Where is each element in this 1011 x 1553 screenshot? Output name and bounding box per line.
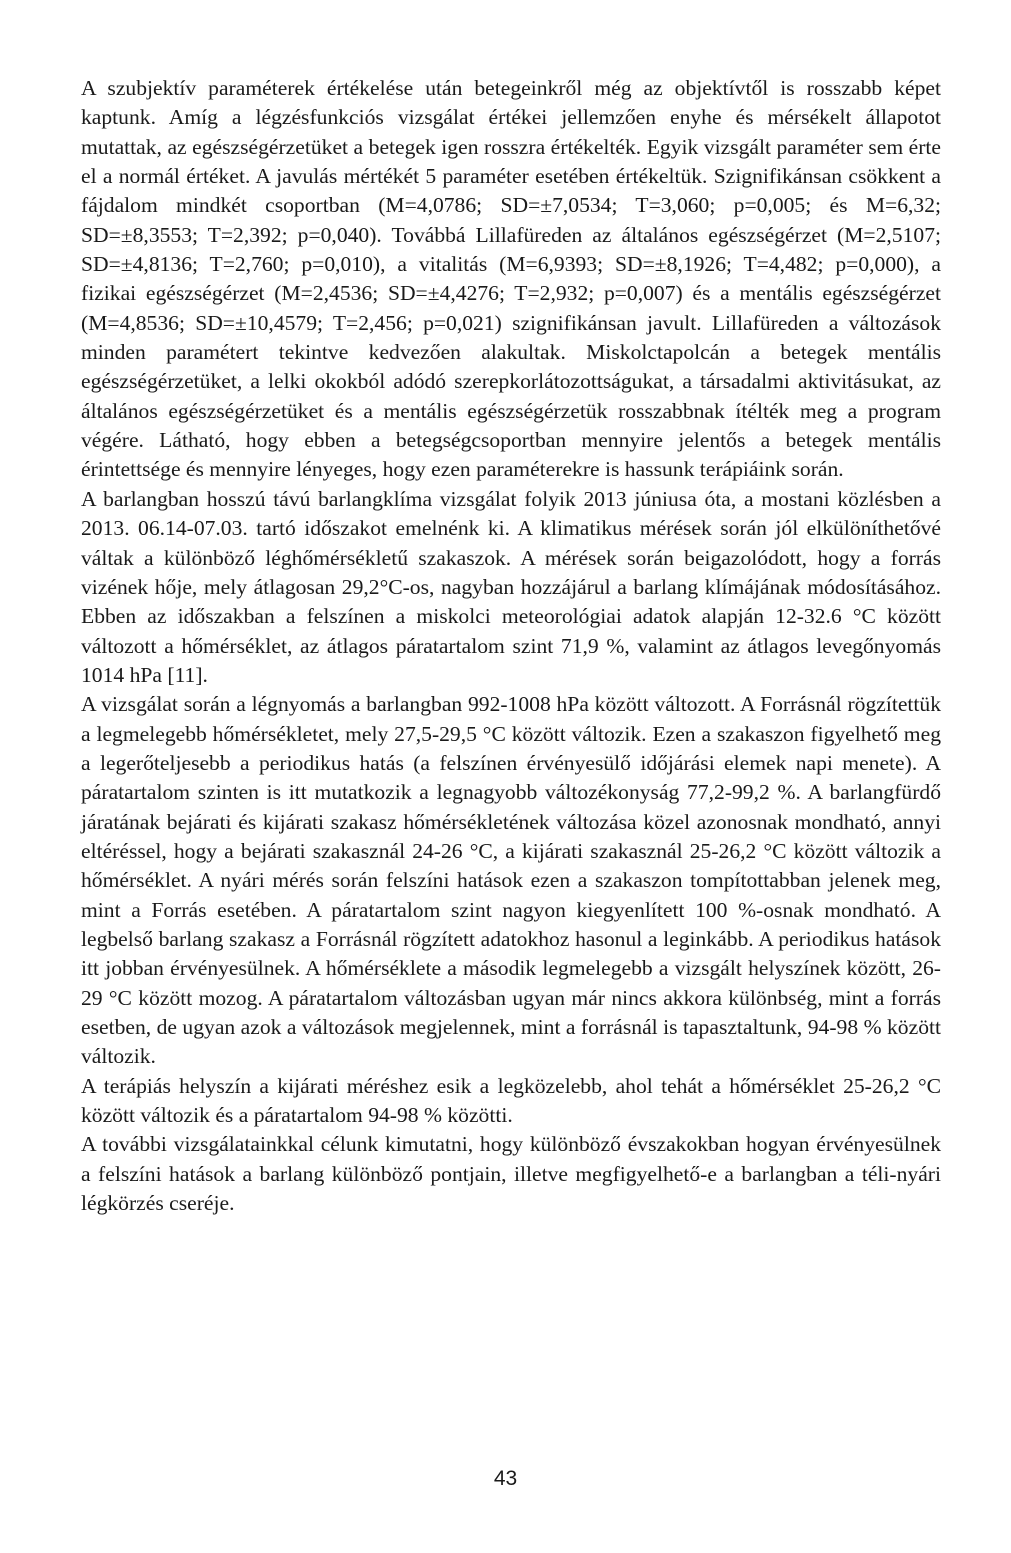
- paragraph-future-research: A további vizsgálatainkkal célunk kimutatni, hogy különböző évszakokban hogyan érvényesülnek a felszíni hatások a barlang különböző pontjain, illetve megfigyelhető-e a barlangban a téli-nyári légkörzés cseréje.: [81, 1132, 941, 1216]
- paragraph-cave-climate-study: A barlangban hosszú távú barlangklíma vizsgálat folyik 2013 júniusa óta, a mostani közlésben a 2013. 06.14-07.03. tartó időszakot emelnénk ki. A klimatikus mérések során jól elkülöníthetővé váltak a különböző léghőmérsékletű szakaszok. A mérések során beigazolódott, hogy a forrás vizének hője, mely átlagosan 29,2°C-os, nagyban hozzájárul a barlang klímájának módosításához. Ebben az időszakban a felszínen a miskolci meteorológiai adatok alapján 12-32.6 °C között változott a hőmérséklet, az átlagos páratartalom szint 71,9 %, valamint az átlagos levegőnyomás 1014 hPa [11].: [81, 486, 941, 687]
- page-number: 43: [493, 1467, 518, 1490]
- paragraph-measurement-results: A vizsgálat során a légnyomás a barlangban 992-1008 hPa között változott. A Forrásnál rögzítettük a legmelegebb hőmérsékletet, mely 27,5-29,5 °C között változik. Ezen a szakaszon figyelhető meg a legerőteljesebb a periodikus hatás (a felszínen érvényesülő időjárási elemek napi menete). A páratartalom szinten is itt mutatkozik a legnagyobb változékonyság 77,2-99,2 %. A barlangfürdő járatának bejárati és kijárati szakasz hőmérsékletének változása közel azonosnak mondható, annyi eltéréssel, hogy a bejárati szakasznál 24-26 °C, a kijárati szakasznál 25-26,2 °C között változik a hőmérséklet. A nyári mérés során felszíni hatások ezen a szakaszon tompítottabban jelenek meg, mint a Forrás esetében. A páratartalom szint nagyon kiegyenlített 100 %-osnak mondható. A legbelső barlang szakasz a Forrásnál rögzített adatokhoz hasonul a leginkább. A periodikus hatások itt jobban érvényesülnek. A hőmérséklete a második legmelegebb a vizsgált helyszínek között, 26-29 °C között mozog. A páratartalom változásban ugyan már nincs akkora különbség, mint a forrás esetben, de ugyan azok a változások megjelennek, mint a forrásnál is tapasztaltunk, 94-98 % között változik.: [81, 692, 941, 1069]
- paragraph-subjective-parameters: A szubjektív paraméterek értékelése után betegeinkről még az objektívtől is rosszabb képet kaptunk. Amíg a légzésfunkciós vizsgálat értékei jellemzően enyhe és mérsékelt állapotot mutattak, az egészségérzetüket a betegek igen rosszra értékelték. Egyik vizsgált paraméter sem érte el a normál értéket. A javulás mértékét 5 paraméter esetében értékeltük. Szignifikánsan csökkent a fájdalom mindkét csoportban (M=4,0786; SD=±7,0534; T=3,060; p=0,005; és M=6,32; SD=±8,3553; T=2,392; p=0,040). Továbbá Lillafüreden az általános egészségérzet (M=2,5107; SD=±4,8136; T=2,760; p=0,010), a vitalitás (M=6,9393; SD=±8,1926; T=4,482; p=0,000), a fizikai egészségérzet (M=2,4536; SD=±4,4276; T=2,932; p=0,007) és a mentális egészségérzet (M=4,8536; SD=±10,4579; T=2,456; p=0,021) szignifikánsan javult. Lillafüreden a változások minden paramétert tekintve kedvezően alakultak. Miskolctapolcán a betegek mentális egészségérzetüket, a lelki okokból adódó szerepkorlátozottságukat, a társadalmi aktivitásukat, az általános egészségérzetüket és a mentális egészségérzetük rosszabbnak ítélték meg a program végére. Látható, hogy ebben a betegségcsoportban mennyire jelentős a betegek mentális érintettsége és mennyire lényeges, hogy ezen paraméterekre is hassunk terápiáink során.: [81, 76, 941, 482]
- page-body: [81, 74, 941, 1218]
- paragraph-therapy-location: A terápiás helyszín a kijárati méréshez esik a legközelebb, ahol tehát a hőmérséklet 25-26,2 °C között változik és a páratartalom 94-98 % közötti.: [81, 1073, 941, 1128]
